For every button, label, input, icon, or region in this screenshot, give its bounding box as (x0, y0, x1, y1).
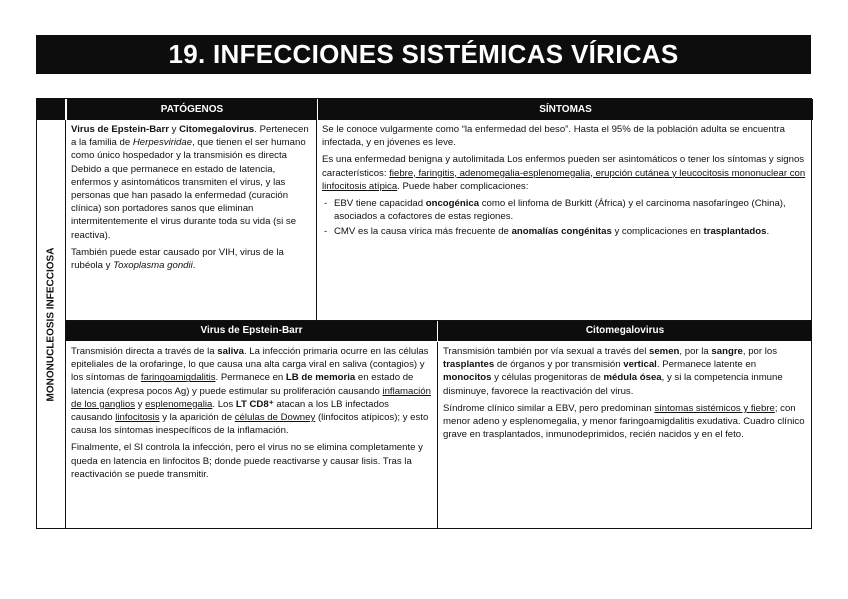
faringoamigdalitis-term: faringoamigdalitis (140, 372, 216, 384)
patogenos-paragraph-2 (71, 246, 311, 272)
family-term: Herpesviridae (132, 137, 193, 149)
list-item (334, 197, 807, 223)
text: , por la (679, 346, 712, 357)
medula-osea-term: médula ósea (603, 372, 662, 384)
text: , que tienen el ser humano como único hospedador y la transmisión es directa Debido a que permanece en estado de latencia, enfermos y asintomáticos transmiten el virus, y las personas que han pasado la enfermedad (curación clínica) son portadores sanos que eliminan intermitentemente el virus durante toda su vida (si se reactiva). (71, 137, 306, 241)
header-patogenos: PATÓGENOS (66, 99, 317, 120)
sintomas-cell (317, 120, 812, 320)
content-table (36, 98, 812, 529)
ebv-cell (66, 342, 438, 529)
complications-list (322, 197, 807, 239)
semen-term: semen (649, 346, 680, 357)
trasplantes-term: trasplantes (443, 359, 495, 371)
cmv-cell (438, 342, 812, 529)
lt-cd8-term: LT CD8⁺ (235, 398, 274, 410)
ganglios-term: inflamación de los ganglios (71, 385, 431, 410)
text: . Los (212, 398, 236, 410)
symptoms-list: fiebre, faringitis, adenomegalia-esplenomegalia, erupción cutánea y leucocitosis mononuclear con linfocitosis atípica (322, 167, 806, 192)
saliva-term: saliva (217, 346, 244, 357)
text: Transmisión directa a través de la (71, 346, 218, 357)
text: y complicaciones en (611, 226, 704, 238)
text: ; con menor adeno y esplenomegalia, y menor faringoamigdalitis exudativa. Cuadro clínico grave en trasplantados, inmunodeprimidos, recién nacidos y en el feto. (443, 402, 805, 441)
ebv-paragraph-1 (71, 345, 432, 437)
text: Transmisión también por vía sexual a través del (443, 346, 650, 357)
patogenos-cell (66, 120, 317, 320)
text: como el linfoma de Burkitt (África) y el carcinoma nasofaríngeo (China), asociados a cofactores de estas regiones. (334, 198, 786, 223)
side-label-cell (37, 120, 66, 529)
text: (linfocitos atípicos); y esto causa los síntomas inespecíficos de la inflamación. (71, 412, 429, 437)
esplenomegalia-term: esplenomegalia (145, 398, 213, 410)
text: Síndrome clínico similar a EBV, pero predominan (443, 402, 655, 414)
text: y (168, 124, 180, 135)
header-cmv: Citomegalovirus (438, 321, 812, 341)
linfocitosis-term: linfocitosis (115, 412, 160, 424)
text: . (192, 260, 196, 272)
text: atacan a los LB infectados causando (71, 398, 389, 424)
text: . Pertenecen a la familia de (71, 124, 309, 149)
text: de órganos y por transmisión (494, 359, 624, 371)
sintomas-paragraph-1: Se le conoce vulgarmente como “la enfermedad del beso”. Hasta el 95% de la población adulta se encuentra infectada, y en jóvenes es leve. (322, 124, 785, 149)
text: , por los (742, 346, 778, 357)
cmv-term: Citomegalovirus (179, 124, 255, 135)
divider (66, 320, 812, 321)
text: EBV tiene capacidad (334, 198, 426, 210)
transplant-term: trasplantados (703, 226, 767, 238)
sintomas-paragraph-2 (322, 153, 807, 193)
congenital-term: anomalías congénitas (511, 226, 612, 238)
text: . (766, 226, 770, 238)
text: y (135, 398, 146, 410)
monocitos-term: monocitos (443, 372, 492, 384)
cmv-paragraph-1 (443, 345, 807, 398)
ebv-term: Virus de Epstein-Barr (71, 124, 169, 135)
oncogenic-term: oncogénica (425, 198, 480, 210)
text: CMV es la causa vírica más frecuente de (334, 226, 512, 238)
patogenos-paragraph-1 (71, 123, 311, 242)
text: . Permanece latente en (656, 359, 757, 371)
text: en estado de latencia (expresa pocos Ag) y puede estimular su proliferación causando (71, 372, 414, 397)
text: , y si la competencia inmune disminuye, favorece la reactivación del virus. (443, 372, 783, 397)
text: . Permanece en (215, 372, 286, 384)
header-sintomas: SÍNTOMAS (317, 99, 813, 120)
text: y células progenitoras de (491, 372, 604, 384)
sintomas-sistemicos-term: síntomas sistémicos y fiebre (654, 402, 775, 414)
text: . Puede haber complicaciones: (397, 180, 529, 192)
sangre-term: sangre (711, 346, 743, 357)
text: También puede estar causado por VIH, virus de la rubéola y (71, 246, 284, 272)
text: y la aparición de (159, 412, 235, 424)
text: . La infección primaria ocurre en las células epiteliales de la orofaringe, lo que causa una alta carga viral en saliva (contagios) y los síntomas de (71, 346, 429, 384)
cmv-paragraph-2 (443, 402, 807, 442)
header-left-corner (37, 99, 65, 120)
vertical-term: vertical (623, 359, 657, 371)
page-title: 19. INFECCIONES SISTÉMICAS VÍRICAS (36, 35, 811, 74)
toxoplasma-term: Toxoplasma gondii (113, 260, 193, 272)
header-ebv: Virus de Epstein-Barr (66, 321, 437, 341)
lb-memoria-term: LB de memoria (285, 372, 356, 384)
downey-term: células de Downey (234, 412, 316, 424)
text: Es una enfermedad benigna y autolimitada Los enfermos pueden ser asintomáticos o tener los síntomas y signos característicos: (322, 154, 805, 179)
ebv-paragraph-2: Finalmente, el SI controla la infección, pero el virus no se elimina completamente y queda en latencia en linfocitos B; donde puede reactivarse y causar lisis. Tras la reactivación se puede transmitir. (71, 442, 423, 480)
side-label: MONONUCLEOSIS INFECCIOSA (45, 247, 57, 402)
list-item (334, 225, 807, 238)
